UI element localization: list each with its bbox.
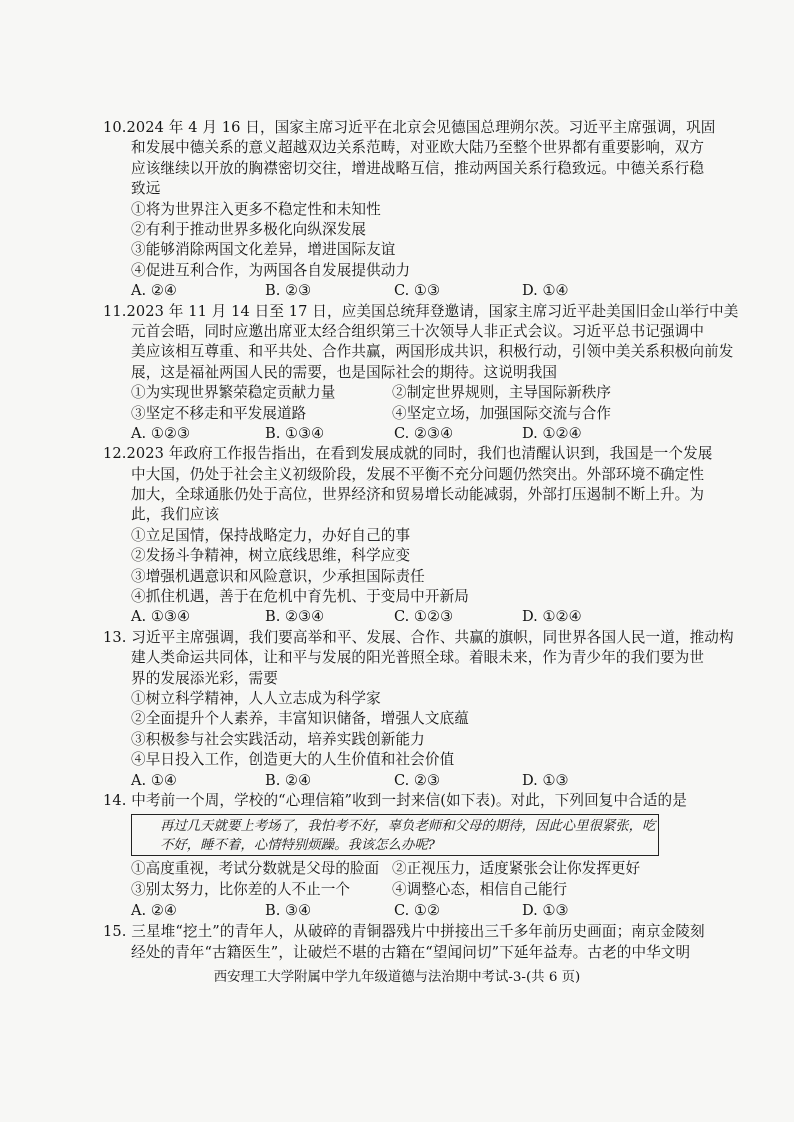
q14-choice-b: B. ③④ <box>265 902 312 919</box>
q13-choice-d: D. ①③ <box>522 772 569 789</box>
q15-stem-line-1: 15. 三星堆“挖土”的青年人，从破碎的青铜器残片中拼接出三千多年前历史画面；南京金陵刻 <box>103 923 705 940</box>
page-footer: 西安理工大学附属中学九年级道德与法治期中考试-3-(共 6 页) <box>213 970 581 985</box>
q13-stem-line-2: 建人类命运共同体，让和平与发展的阳光普照全球。着眼未来，作为青少年的我们要为世 <box>131 649 705 666</box>
q14-letter-box <box>131 814 659 856</box>
q12-choice-c: C. ①②③ <box>394 608 454 625</box>
q13-choice-b: B. ②④ <box>265 772 312 789</box>
q10-choice-b: B. ②③ <box>265 282 312 299</box>
q10-item-2: ②有利于推动世界多极化向纵深发展 <box>131 221 367 238</box>
q12-item-2: ②发扬斗争精神，树立底线思维，科学应变 <box>131 547 411 564</box>
q13-stem-line-1: 13. 习近平主席强调，我们要高举和平、发展、合作、共赢的旗帜，同世界各国人民一道，推动构 <box>103 629 734 646</box>
q14-item-4: ④调整心态，相信自己能行 <box>392 881 568 898</box>
q11-stem-line-2: 元首会晤，同时应邀出席亚太经合组织第三十次领导人非正式会议。习近平总书记强调中 <box>131 323 705 340</box>
q12-choice-b: B. ②③④ <box>265 608 325 625</box>
q11-item-1: ①为实现世界繁荣稳定贡献力量 <box>131 384 336 401</box>
q10-stem-line-4: 致远 <box>131 180 161 197</box>
q15-stem-line-2: 经处的青年“古籍医生”，让破烂不堪的古籍在“望闻问切”下延年益寿。古老的中华文明 <box>131 944 691 961</box>
q12-item-4: ④抓住机遇，善于在危机中育先机、于变局中开新局 <box>131 588 469 605</box>
q12-choice-a: A. ①③④ <box>131 608 191 625</box>
q13-choice-a: A. ①④ <box>131 772 177 789</box>
q13-item-3: ③积极参与社会实践活动，培养实践创新能力 <box>131 731 425 748</box>
q10-item-3: ③能够消除两国文化差异，增进国际友谊 <box>131 241 396 258</box>
q11-choice-c: C. ②③④ <box>394 425 454 442</box>
q14-letter-line-2: 不好，睡不着，心情特别烦躁。我该怎么办呢? <box>160 838 435 853</box>
q14-choice-d: D. ①③ <box>522 902 569 919</box>
q10-item-4: ④促进互利合作，为两国各自发展提供动力 <box>131 262 411 279</box>
q12-stem-line-2: 中大国，仍处于社会主义初级阶段，发展不平衡不充分问题仍然突出。外部环境不确定性 <box>131 466 705 483</box>
q10-stem-line-1: 10.2024 年 4 月 16 日，国家主席习近平在北京会见德国总理朔尔茨。习近平主席强调，巩固 <box>103 119 716 136</box>
q11-stem-line-3: 美应该相互尊重、和平共处、合作共赢，两国形成共识，积极行动，引领中美关系积极向前发 <box>131 343 734 360</box>
q13-item-1: ①树立科学精神，人人立志成为科学家 <box>131 690 381 707</box>
q13-stem-line-3: 界的发展添光彩，需要 <box>131 670 278 687</box>
q12-choice-d: D. ①②④ <box>522 608 582 625</box>
q11-stem-line-1: 11.2023 年 11 月 14 日至 17 日，应美国总统拜登邀请，国家主席习近平赴美国旧金山举行中美 <box>103 303 739 320</box>
q14-stem: 14. 中考前一个周，学校的“心理信箱”收到一封来信(如下表)。对此，下列回复中合适的是 <box>103 792 687 809</box>
q11-choice-d: D. ①②④ <box>522 425 582 442</box>
q10-choice-a: A. ②④ <box>131 282 177 299</box>
q14-item-3: ③别太努力，比你差的人不止一个 <box>131 881 350 898</box>
q11-item-3: ③坚定不移走和平发展道路 <box>131 405 307 422</box>
q11-item-2: ②制定世界规则，主导国际新秩序 <box>392 384 611 401</box>
q14-choice-a: A. ②④ <box>131 902 177 919</box>
q13-item-2: ②全面提升个人素养，丰富知识储备，增强人文底蕴 <box>131 710 469 727</box>
q11-choice-a: A. ①②③ <box>131 425 191 442</box>
q12-stem-line-4: 此，我们应该 <box>131 506 220 523</box>
q12-item-3: ③增强机遇意识和风险意识，少承担国际责任 <box>131 568 425 585</box>
q14-item-1: ①高度重视，考试分数就是父母的脸面 <box>131 860 380 877</box>
q12-stem-line-1: 12.2023 年政府工作报告指出，在看到发展成就的同时，我们也清醒认识到，我国是一个发展 <box>103 445 713 462</box>
q14-letter-line-1: 再过几天就要上考场了，我怕考不好，辜负老师和父母的期待，因此心里很紧张，吃 <box>160 819 656 834</box>
q11-item-4: ④坚定立场，加强国际交流与合作 <box>392 405 611 422</box>
q14-choice-c: C. ①② <box>394 902 441 919</box>
q10-stem-line-2: 和发展中德关系的意义超越双边关系范畴，对亚欧大陆乃至整个世界都有重要影响，双方 <box>131 139 705 156</box>
q11-choice-b: B. ①③④ <box>265 425 325 442</box>
q14-item-2: ②正视压力，适度紧张会让你发挥更好 <box>392 860 641 877</box>
q13-item-4: ④早日投入工作，创造更大的人生价值和社会价值 <box>131 751 455 768</box>
q12-item-1: ①立足国情，保持战略定力，办好自己的事 <box>131 527 411 544</box>
q10-stem-line-3: 应该继续以开放的胸襟密切交往，增进战略互信，推动两国关系行稳致远。中德关系行稳 <box>131 160 705 177</box>
q13-choice-c: C. ②③ <box>394 772 441 789</box>
q10-choice-c: C. ①③ <box>394 282 441 299</box>
q12-stem-line-3: 加大，全球通胀仍处于高位，世界经济和贸易增长动能减弱，外部打压遏制不断上升。为 <box>131 486 705 503</box>
q10-item-1: ①将为世界注入更多不稳定性和未知性 <box>131 201 381 218</box>
q11-stem-line-4: 展，这是福祉两国人民的需要，也是国际社会的期待。这说明我国 <box>131 364 558 381</box>
q10-choice-d: D. ①④ <box>522 282 569 299</box>
